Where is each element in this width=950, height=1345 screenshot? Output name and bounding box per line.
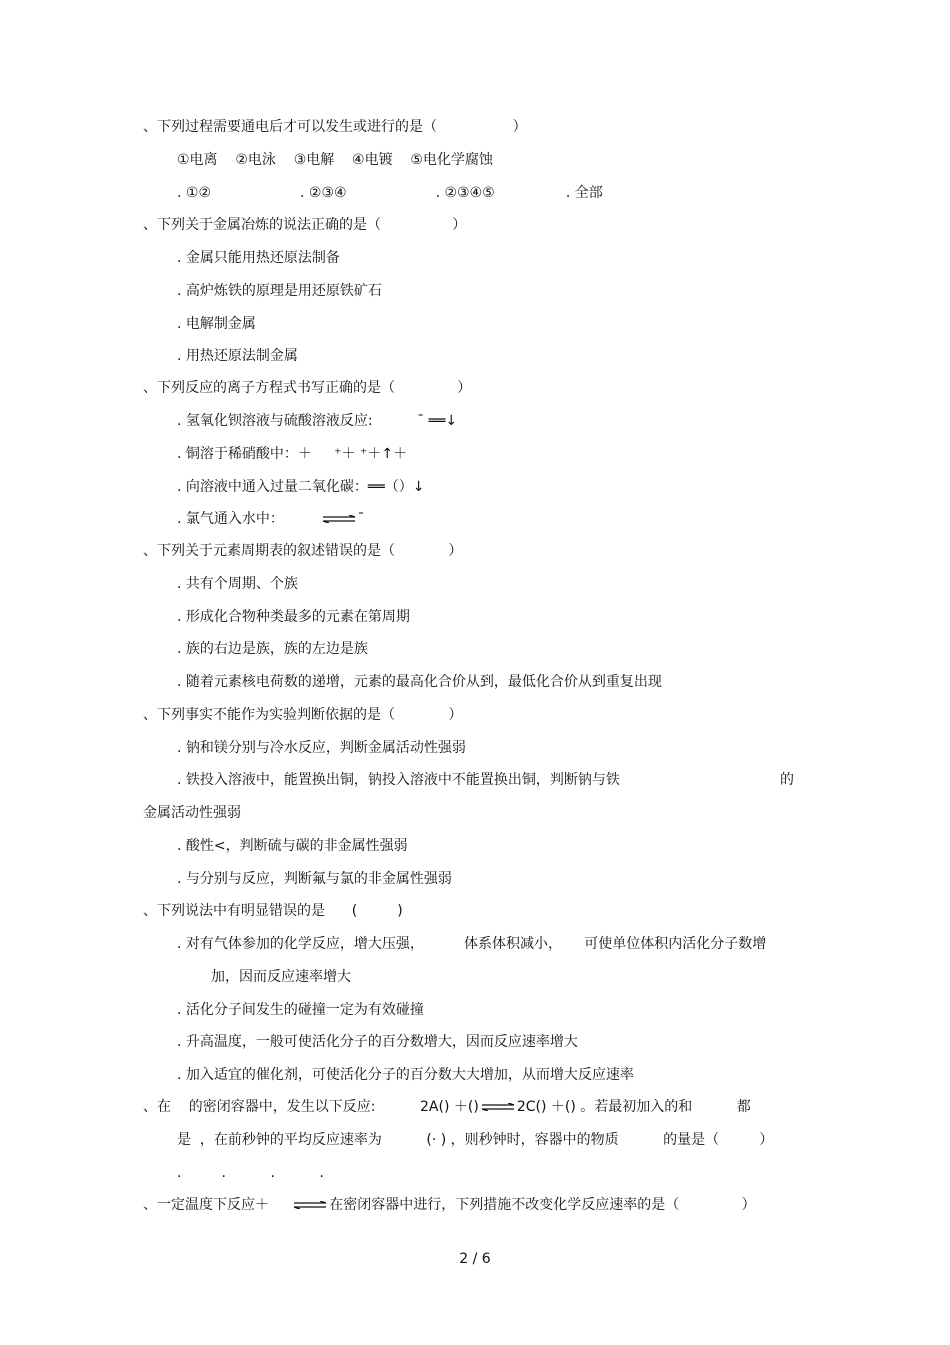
question-6-option-a: . 对有气体参加的化学反应，增大压强， 体系体积减小， 可使单位体积内活化分子数增 [177, 936, 767, 952]
question-1-items: ①电离 ②电泳 ③电解 ④电镀 ⑤电化学腐蚀 [177, 152, 493, 168]
question-6: 、下列说法中有明显错误的是 ( ) [143, 903, 403, 919]
question-5-option-b: . 铁投入溶液中，能置换出铜，钠投入溶液中不能置换出铜，判断钠与铁 [177, 772, 620, 788]
question-8-text: 、一定温度下反应＋ [143, 1197, 292, 1213]
equilibrium-arrow-icon [481, 1103, 515, 1111]
question-7-text: 、在 的密闭容器中，发生以下反应: 2A() ＋() [143, 1099, 479, 1115]
question-5-option-b-continued: 金属活动性强弱 [143, 805, 241, 821]
question-5-option-c: . 酸性<，判断硫与碳的非金属性强弱 [177, 838, 408, 854]
question-3-option-d-sup: ˉ [357, 511, 365, 527]
question-7 [143, 1098, 751, 1116]
question-7-continued: 是 ，在前秒钟的平均反应速率为 (· ) ，则秒钟时，容器中的物质 的量是（ ） [177, 1132, 774, 1148]
question-8-text-end: 在密闭容器中进行，下列措施不改变化学反应速率的是（ ） [329, 1197, 756, 1213]
question-5-option-d: . 与分别与反应，判断氟与氯的非金属性强弱 [177, 871, 452, 887]
question-4-option-c: . 族的右边是族，族的左边是族 [177, 641, 368, 657]
question-5-option-a: . 钠和镁分别与冷水反应，判断金属活动性强弱 [177, 740, 466, 756]
question-3-option-d [177, 510, 365, 528]
question-4-option-d: . 随着元素核电荷数的递增，元素的最高化合价从到，最低化合价从到重复出现 [177, 674, 662, 690]
question-4-option-b: . 形成化合物种类最多的元素在第周期 [177, 609, 410, 625]
question-4-option-a: . 共有个周期、个族 [177, 576, 298, 592]
equilibrium-arrow-icon [322, 515, 356, 523]
question-2-option-d: . 用热还原法制金属 [177, 348, 298, 364]
question-3: 、下列反应的离子方程式书写正确的是（ ） [143, 380, 472, 396]
question-6-option-a-continued: 加，因而反应速率增大 [211, 969, 351, 985]
question-4: 、下列关于元素周期表的叙述错误的是（ ） [143, 543, 463, 559]
question-2-option-c: . 电解制金属 [177, 316, 256, 332]
question-2: 、下列关于金属冶炼的说法正确的是（ ） [143, 217, 467, 233]
question-3-option-b: . 铜溶于稀硝酸中：＋ ⁺＋ ⁺＋↑＋ [177, 446, 408, 462]
question-6-option-b: . 活化分子间发生的碰撞一定为有效碰撞 [177, 1002, 424, 1018]
question-5-option-b-end: 的 [780, 772, 794, 788]
question-1-options: . ①② . ②③④ . ②③④⑤ . 全部 [177, 185, 603, 201]
question-2-option-a: . 金属只能用热还原法制备 [177, 250, 340, 266]
page-number: 2 / 6 [459, 1251, 491, 1267]
question-5: 、下列事实不能作为实验判断依据的是（ ） [143, 707, 463, 723]
question-8 [143, 1196, 756, 1214]
question-7-options: . . . . [177, 1165, 324, 1181]
question-3-option-c: . 向溶液中通入过量二氧化碳：══（）↓ [177, 479, 425, 495]
question-1: 、下列过程需要通电后才可以发生或进行的是（ ） [143, 119, 527, 135]
question-3-option-d-text: . 氯气通入水中： [177, 511, 320, 527]
question-6-option-d: . 加入适宜的催化剂，可使活化分子的百分数大大增加，从而增大反应速率 [177, 1067, 634, 1083]
question-6-option-c: . 升高温度，一般可使活化分子的百分数增大，因而反应速率增大 [177, 1034, 578, 1050]
question-3-option-a: . 氢氧化钡溶液与硫酸溶液反应: ˉ ══↓ [177, 413, 458, 429]
equilibrium-arrow-icon [293, 1201, 327, 1209]
question-7-text-end: 2C() ＋() 。若最初加入的和 都 [516, 1099, 751, 1115]
question-2-option-b: . 高炉炼铁的原理是用还原铁矿石 [177, 283, 382, 299]
